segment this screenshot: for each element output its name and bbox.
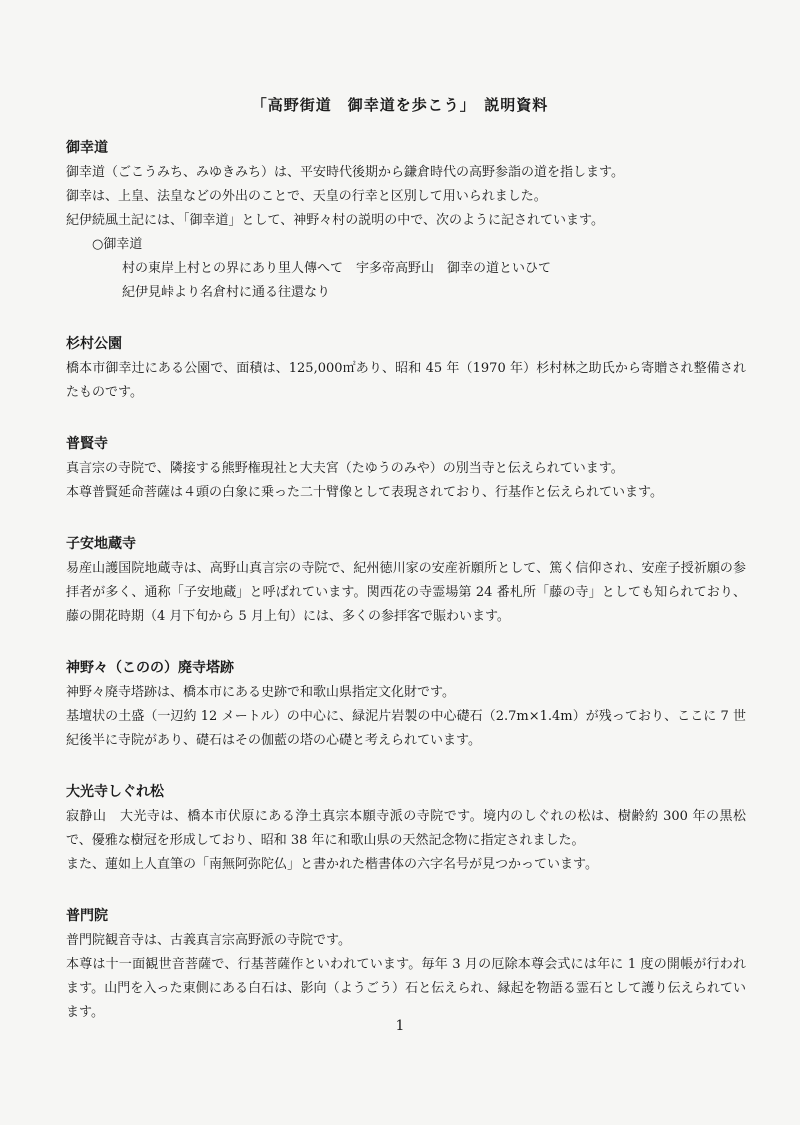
- paragraph: 本尊は十一面観世音菩薩で、行基菩薩作といわれています。毎年 3 月の厄除本尊会式には年に 1 度の開帳が行われます。山門を入った東側にある白石は、影向（ようごう）石と伝えられ、縁起を物語る霊石として護り伝えられています。: [66, 957, 746, 1020]
- section-heading: 普賢寺: [66, 436, 108, 452]
- section-heading: 御幸道: [66, 140, 108, 156]
- paragraph: 御幸道（ごこうみち、みゆきみち）は、平安時代後期から鎌倉時代の高野参詣の道を指します。: [66, 165, 624, 180]
- paragraph: 真言宗の寺院で、隣接する熊野権現社と大夫宮（たゆうのみや）の別当寺と伝えられています。: [66, 461, 624, 476]
- section-daikoji-shigure-matsu: [66, 780, 746, 877]
- section-heading: 神野々（このの）廃寺塔跡: [66, 660, 234, 676]
- paragraph: 基壇状の土盛（一辺約 12 メートル）の中心に、緑泥片岩製の中心礎石（2.7m×1.4m）が残っており、ここに 7 世紀後半に寺院があり、礎石はその伽藍の塔の心礎と考えられています。: [66, 709, 746, 748]
- document-body: [66, 136, 746, 1052]
- section-heading: 大光寺しぐれ松: [66, 784, 164, 800]
- section-heading: 子安地蔵寺: [66, 536, 136, 552]
- section-fugenji: [66, 432, 746, 505]
- quote-line: 村の東岸上村との界にあり里人傳へて 宇多帝高野山 御幸の道といひて: [122, 261, 552, 276]
- paragraph: 普門院観音寺は、古義真言宗高野派の寺院です。: [66, 933, 351, 948]
- paragraph: 紀伊続風土記には、「御幸道」として、神野々村の説明の中で、次のように記されています。: [66, 213, 604, 228]
- section-konono-temple-ruins: [66, 656, 746, 753]
- section-heading: 普門院: [66, 908, 108, 924]
- section-heading: 杉村公園: [66, 336, 122, 352]
- quote-label: ○御幸道: [92, 237, 143, 252]
- paragraph: 御幸は、上皇、法皇などの外出のことで、天皇の行幸と区別して用いられました。: [66, 189, 547, 204]
- quote-line: 紀伊見峠より名倉村に通る往還なり: [122, 285, 331, 300]
- paragraph: 易産山護国院地蔵寺は、高野山真言宗の寺院で、紀州徳川家の安産祈願所として、篤く信仰され、安産子授祈願の参拝者が多く、通称「子安地蔵」と呼ばれています。関西花の寺霊場第 24 番札所「藤の寺」としても知られており、藤の開花時期（4 月下旬から 5 月上旬）には、多くの参拝客で賑わいます。: [66, 561, 746, 624]
- paragraph: 橋本市御幸辻にある公園で、面積は、125,000㎡あり、昭和 45 年（1970 年）杉村林之助氏から寄贈され整備されたものです。: [66, 361, 746, 400]
- paragraph: また、蓮如上人直筆の「南無阿弥陀仏」と書かれた楷書体の六字名号が見つかっています。: [66, 857, 598, 872]
- paragraph: 神野々廃寺塔跡は、橋本市にある史跡で和歌山県指定文化財です。: [66, 685, 455, 700]
- section-sugimura-park: [66, 332, 746, 405]
- section-gokomichi: [66, 136, 746, 305]
- page-number: 1: [395, 1018, 405, 1034]
- section-koyasu-jizoji: [66, 532, 746, 629]
- document-title: 「高野街道 御幸道を歩こう」 説明資料: [251, 96, 549, 114]
- paragraph: 本尊普賢延命菩薩は４頭の白象に乗った二十臂像として表現されており、行基作と伝えられています。: [66, 485, 663, 500]
- section-fumonin: [66, 904, 746, 1025]
- paragraph: 寂静山 大光寺は、橋本市伏原にある浄土真宗本願寺派の寺院です。境内のしぐれの松は、樹齢約 300 年の黒松で、優雅な樹冠を形成しており、昭和 38 年に和歌山県の天然記念物に指定されました。: [66, 809, 746, 848]
